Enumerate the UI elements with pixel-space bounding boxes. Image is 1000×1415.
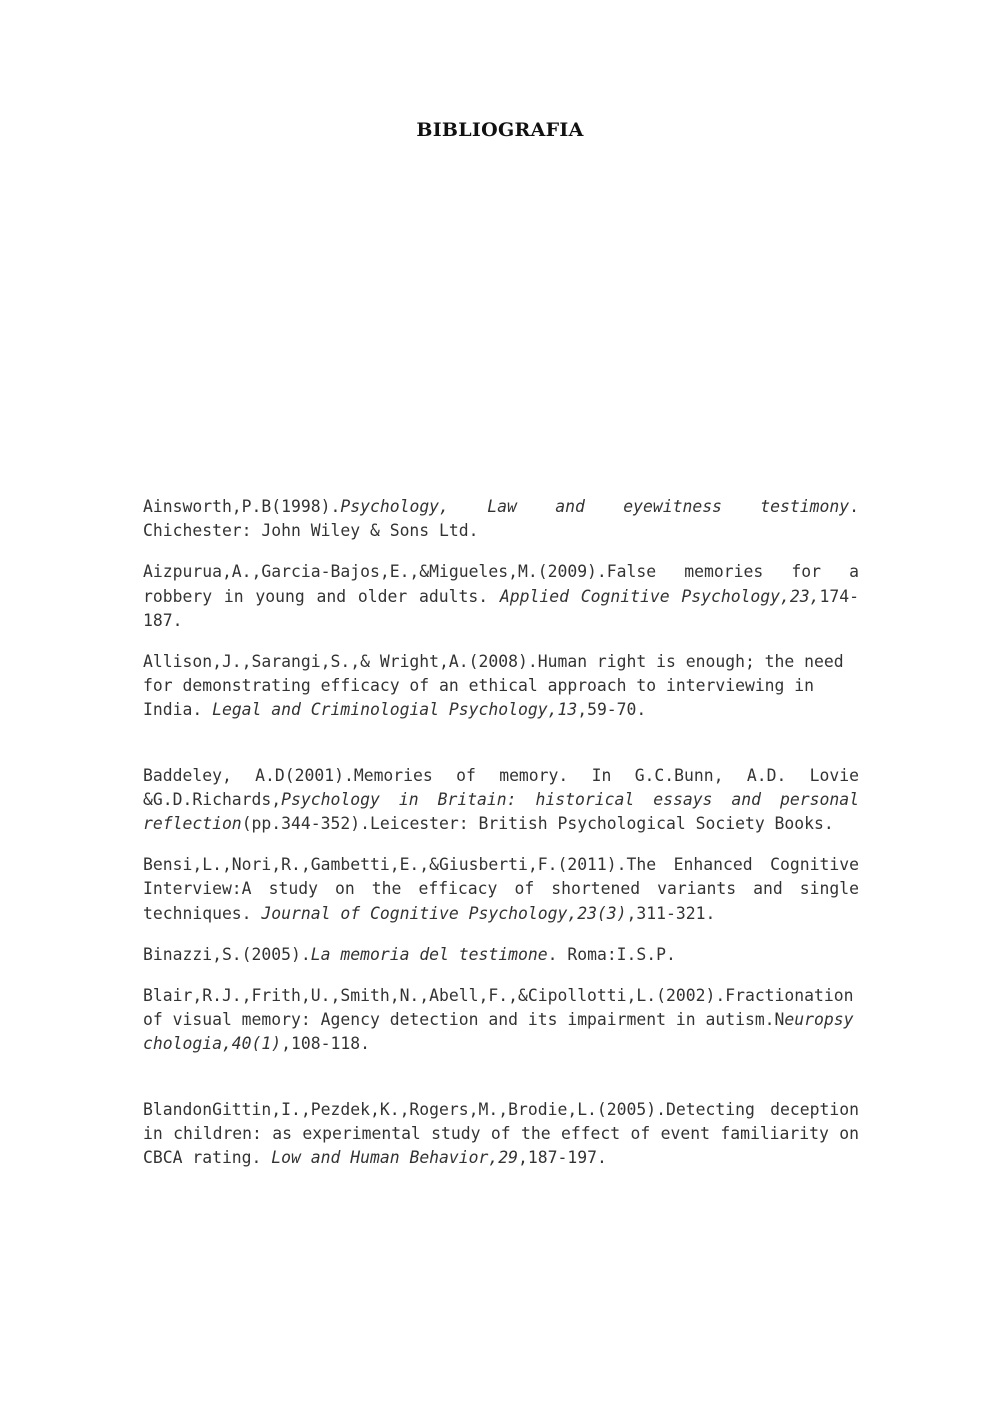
reference-title-italic: Low and Human Behavior,29: [271, 1148, 518, 1168]
reference-title-italic: europsychologia,40(1): [143, 1010, 854, 1054]
reference-item: [143, 853, 859, 926]
reference-title-italic: Applied Cognitive Psychology,23,: [499, 586, 820, 606]
reference-title-italic: Legal and Criminologial Psychology,13: [212, 700, 578, 720]
reference-item: [143, 650, 859, 723]
reference-item: [143, 764, 859, 837]
reference-title-italic: La memoria del testimone: [310, 944, 548, 964]
reference-title-italic: Journal of Cognitive Psychology,23(3): [261, 903, 627, 923]
reference-text: (pp.344-352).Leicester: British Psychological Society Books.: [241, 814, 834, 834]
reference-item: [143, 984, 859, 1057]
reference-text: Binazzi,S.(2005).: [143, 944, 311, 964]
reference-item: [143, 495, 859, 543]
reference-text: Aizpurua,A.,Garcia-Bajos,E.,&Migueles,M.(2009).False memories for a robbery in young and older adults.: [143, 562, 859, 606]
reference-text: ,59-70.: [577, 700, 647, 720]
reference-title-italic: Psychology in Britain: historical essays and personal reflection: [143, 789, 859, 834]
reference-text: 174-187.: [143, 586, 859, 630]
reference-text: Baddeley, A.D(2001).Memories of memory. In G.C.Bunn, A.D. Lovie &G.D.Richards,: [143, 765, 859, 809]
reference-item: [143, 1098, 859, 1171]
reference-text: . Roma:I.S.P.: [547, 944, 676, 964]
reference-item: [143, 560, 859, 633]
reference-item: [143, 943, 859, 967]
reference-title-italic: Psychology, Law and eyewitness testimony: [340, 497, 850, 516]
page-title: BIBLIOGRAFIA: [416, 119, 584, 141]
reference-text: Bensi,L.,Nori,R.,Gambetti,E.,&Giusberti,F.(2011).The Enhanced Cognitive Interview:A study on the efficacy of shortened variants and single techniques.: [143, 855, 859, 923]
reference-text: Blair,R.J.,Frith,U.,Smith,N.,Abell,F.,&Cipollotti,L.(2002).Fractionation of visual memory: Agency detection and its impairment in autism.N: [143, 986, 854, 1030]
reference-text: Allison,J.,Sarangi,S.,& Wright,A.(2008).Human right is enough; the need for demonstrating efficacy of an ethical approach to interviewing in India.: [143, 652, 844, 720]
reference-text: . Chichester: John Wiley & Sons Ltd.: [143, 497, 859, 541]
reference-text: ,311-321.: [626, 903, 716, 923]
reference-text: Ainsworth,P.B(1998).: [143, 497, 341, 516]
reference-text: ,108-118.: [281, 1034, 370, 1054]
reference-list: [143, 495, 859, 1170]
reference-text: ,187-197.: [518, 1148, 607, 1168]
reference-text: BlandonGittin,I.,Pezdek,K.,Rogers,M.,Brodie,L.(2005).Detecting deception in children: as experimental study of the effect of event familiarity on CBCA rating.: [143, 1099, 859, 1168]
